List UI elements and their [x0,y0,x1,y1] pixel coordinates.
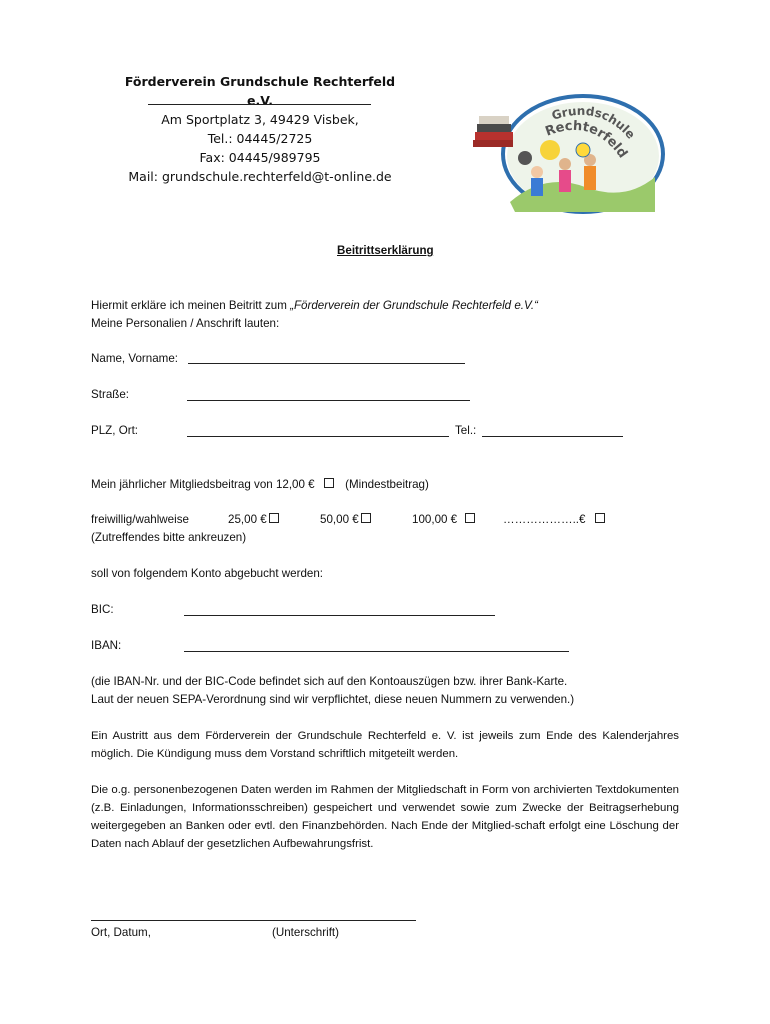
exit-paragraph: Ein Austritt aus dem Förderverein der Grundschule Rechterfeld e. V. ist jeweils zum Ende des Kalenderjahres möglich. Die Kündigung muss dem Vorstand schriftlich mitgeteilt werden. [91,730,679,760]
letterhead-contact [110,110,410,186]
debit-text: soll von folgendem Konto abgebucht werden: [91,567,324,580]
option-25 [228,511,279,529]
privacy-paragraph: Die o.g. personenbezogenen Daten werden im Rahmen der Mitgliedschaft in Form von archivierten Textdokumenten (z.B. Einladungen, Informationsschreiben) gespeichert und verwendet sowie zum Zwecke der Beitragserhebung weitergegeben an Banken oder evtl. den Finanzbehörden. Nach Ende der Mitglied-schaft erfolgt eine Löschung der Daten nach Ablauf der gesetzlichen Aufbewahrungsfrist. [91,784,679,850]
note-line-1: (die IBAN-Nr. und der BIC-Code befindet sich auf den Kontoauszügen bzw. ihrer Bank-Karte. [91,675,568,688]
books-icon [473,116,513,147]
street-field[interactable] [187,400,470,401]
bic-field[interactable] [184,615,495,616]
fee-min-label: (Mindestbeitrag) [345,478,429,491]
option-100-label: 100,00 € [412,513,458,526]
street-label: Straße: [91,388,130,401]
signature-line[interactable] [91,920,416,921]
fee-text: Mein jährlicher Mitgliedsbeitrag von 12,00 € [91,478,315,491]
intro-line-2: Meine Personalien / Anschrift lauten: [91,317,280,330]
intro-org-name: „Förderverein der Grundschule Rechterfeld e.V.“ [290,299,538,312]
header-rule [148,104,371,105]
tel-field[interactable] [482,436,623,437]
tel-label: Tel.: [455,424,477,437]
school-logo-icon [455,92,665,222]
logo-arc-text-2: Rechterfeld [543,118,630,162]
page-title: Beitrittserklärung [337,244,434,257]
org-fax: Fax: 04445/989795 [199,150,321,165]
org-name: Förderverein Grundschule Rechterfeld e.V. [124,74,396,108]
plz-label: PLZ, Ort: [91,424,139,437]
option-100-checkbox[interactable] [465,513,475,523]
name-field[interactable] [188,363,465,364]
org-address: Am Sportplatz 3, 49429 Visbek, [161,112,359,127]
option-50-label: 50,00 € [320,513,359,526]
option-25-checkbox[interactable] [269,513,279,523]
option-100 [412,511,475,529]
org-phone: Tel.: 04445/2725 [207,131,313,146]
name-label: Name, Vorname: [91,352,178,365]
checkbox-hint: (Zutreffendes bitte ankreuzen) [91,531,247,544]
iban-field[interactable] [184,651,569,652]
org-email: Mail: grundschule.rechterfeld@t-online.de [128,169,392,184]
option-50 [320,511,371,529]
fee-min-checkbox[interactable] [324,478,334,488]
plz-city-field[interactable] [187,436,449,437]
option-50-checkbox[interactable] [361,513,371,523]
option-custom-checkbox[interactable] [595,513,605,523]
intro-line-1 [91,297,538,315]
signature-label: (Unterschrift) [272,926,339,939]
option-25-label: 25,00 € [228,513,267,526]
iban-label: IBAN: [91,639,122,652]
intro-text: Hiermit erkläre ich meinen Beitritt zum [91,299,291,312]
note-line-2: Laut der neuen SEPA-Verordnung sind wir verpflichtet, diese neuen Nummern zu verwenden.) [91,693,575,706]
bic-label: BIC: [91,603,114,616]
logo-arc-text-1: Grundschule [549,103,638,142]
fee-line [91,476,429,494]
sun-icon [540,140,560,160]
voluntary-label: freiwillig/wahlweise [91,513,189,526]
option-custom [503,511,605,529]
option-custom-label: ………………..€ [503,513,586,526]
place-date-label: Ort, Datum, [91,926,151,939]
